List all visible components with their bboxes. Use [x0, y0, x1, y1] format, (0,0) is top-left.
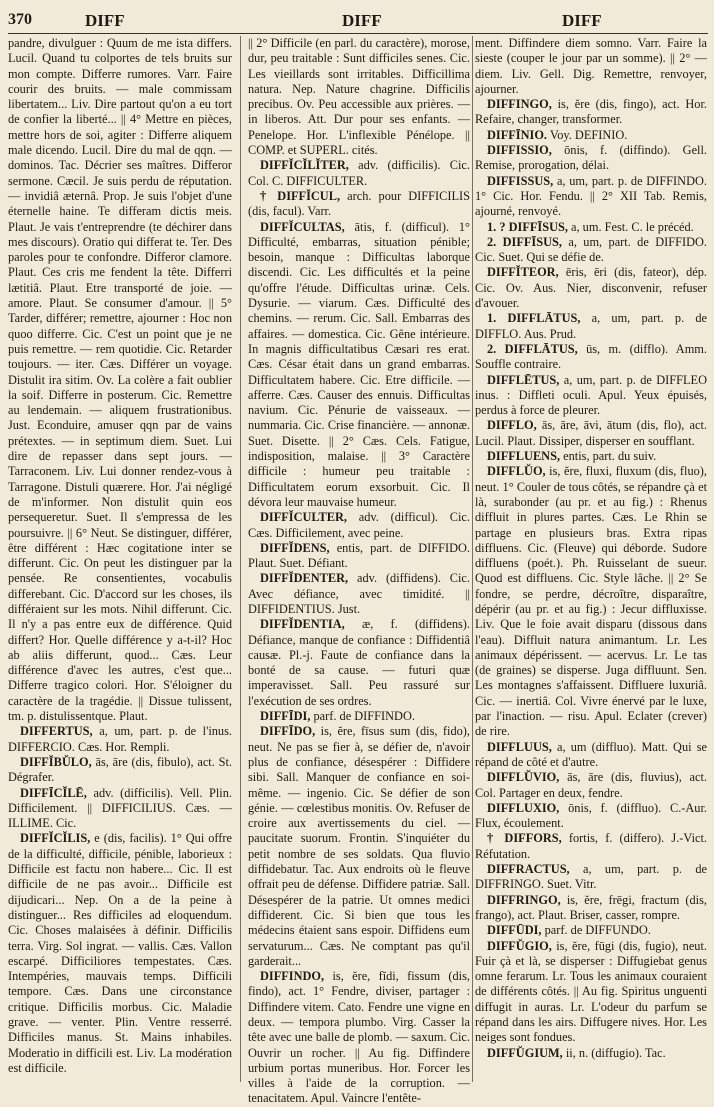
- entry-headword: DIFFLĒTUS,: [487, 372, 560, 387]
- entry-headword: DIFFĬBŬLO,: [20, 754, 92, 769]
- entry-headword: 1. ? DIFFĪSUS,: [487, 219, 568, 234]
- entry-headword: DIFFŬGIUM,: [487, 1045, 563, 1060]
- entry-text: a, um, part. p. de DIFFLO. Aus. Prud.: [475, 311, 707, 341]
- entry-text: a, um (diffluo). Matt. Qui se répand de côté et d'autre.: [475, 739, 707, 769]
- dictionary-entry: [248, 541, 470, 572]
- entry-text: is, ĕre, fĭdi, fissum (dis, findo), act. 1° Fendre, diviser, partager : Diffindere vitem. Cato. Fendre une vigne en deux. — tempora plumbo. Virg. Casser la tête avec une balle de plomb. — saxum. Cic. Ouvrir un rocher. || Au fig. Diffindere urbium portas muneribus. Hor. Forcer les villes à l'aide de la corruption. — tenacitatem. Apul. Vaincre l'entête-: [248, 969, 470, 1106]
- entry-headword: DIFFRINGO,: [487, 892, 561, 907]
- entry-headword: DIFFĬDENTER,: [260, 571, 349, 586]
- entry-text: adv. (difficul). Cic. Cæs. Difficilement, avec peine.: [248, 510, 470, 540]
- dictionary-entry: [475, 373, 707, 419]
- entry-text: ās, āre (dis, fluvius), act. Col. Partager en deux, fendre.: [475, 770, 707, 800]
- dictionary-entry: [475, 418, 707, 449]
- dictionary-entry: [8, 36, 232, 724]
- entry-headword: DIFFĪNIO.: [487, 127, 548, 142]
- dictionary-entry: [248, 158, 470, 189]
- dictionary-entry: [475, 342, 707, 373]
- dictionary-entry: [475, 143, 707, 174]
- dictionary-entry: [475, 235, 707, 266]
- dictionary-entry: [248, 220, 470, 511]
- entry-headword: DIFFĪDI,: [260, 709, 311, 724]
- entry-text: a, um, part. p. de DIFFRINGO. Suet. Vitr.: [475, 862, 707, 892]
- entry-headword: DIFFŬGIO,: [487, 938, 552, 953]
- entry-text: ōnis, f. (diffluo). C.-Aur. Flux, écoulement.: [475, 800, 707, 831]
- entry-text: ātis, f. (difficul). 1° Difficulté, embarras, situation pénible; besoin, manque : Difficultas laborque discendi. Cic. Les difficultés et la peine qu'offre l'étude. Difficultas urinæ. Cels. Dysurie. — viarum. Cæs. Difficulté des chemins. — rerum. Cic. Sall. Embarras des affaires. — domestica. Cic. Gêne intérieure. In magnis difficultatibus Cæsari res erat. Cæs. César était dans un grand embarras. Difficultatem habere. Cic. Etre difficile. — afferre. Cæs. Causer des ennuis. Difficultas navium. Cic. Pénurie de vaisseaux. — nummaria. Cic. Crise financière. — annonæ. Suet. Disette. || 2° Cæs. Cels. Fatigue, indisposition, malaise. || 3° Caractère difficile : humeur peu traitable : Difficultatem eorum exsorbuit. Cic. Il dévora leur mauvaise humeur.: [248, 219, 470, 509]
- entry-text: fortis, f. (differo). J.-Vict. Réfutation.: [475, 831, 707, 861]
- dictionary-entry: [248, 189, 470, 220]
- header-center-word: DIFF: [342, 11, 382, 30]
- entry-text: a, um, part. de DIFFIDO. Cic. Suet. Qui se défie de.: [475, 234, 707, 265]
- dictionary-entry: [475, 464, 707, 739]
- dictionary-entry: [475, 311, 707, 342]
- dictionary-entry: [248, 724, 470, 969]
- entry-text: is, ĕre, fluxi, fluxum (dis, fluo), neut. 1° Couler de tous côtés, se répandre çà et là, surabonder (au pr. et au fig.) : Rhenus diffluit in plures partes. Cæs. Le Rhin se partage en plusieurs bras. Extra ripas diffluens. Cic. (Fleuve) qui déborde. Sudore diffluens (poét.). Ph. Ruisselant de sueur. Quod est diffluens. Cic. Style lâche. || 2° Se fondre, se perdre, décroître, disparaître, dépérir (au pr. et au fig.) : Jecur diffluxisse. Liv. Que le foie avait disparu (dissous dans l'eau). Diffluit natura animantum. Lr. Les animaux dépérissent. — acervus. Lr. Le tas (de graines) se disperse. Juga diffluunt. Sen. Les montagnes s'affaissent. Diffluere luxuriâ. Cic. — inertiâ. Col. Vivre énervé par le luxe, par l'inaction. — risu. Apul. Eclater (crever) de rire.: [475, 464, 707, 739]
- entry-text: is, ĕre, fīsus sum (dis, fido), neut. Ne pas se fier à, se défier de, n'avoir plus de confiance, désespérer : Diffidere sibi. Sall. Manquer de confiance en soi-même. — ingenio. Cic. Se défier de son génie. — cœlestibus monitis. Ov. Refuser de croire aux avertissements du ciel. — paucitate suorum. Frontin. S'inquiéter du petit nombre de ses soldats. Qua fluvio diffidebatur. Tac. Aux endroits où le fleuve offrait peu de défense. Diffidere patriæ. Sall. Désespérer de la patrie. Ut omnes medici diffiderent. Cic. Si bien que tous les médecins étaient sans espoir. Diffidens eum servaturum... Cæs. Ne comptant pas qu'il garderait...: [248, 724, 470, 968]
- entry-headword: 2. DIFFĪSUS,: [487, 234, 562, 249]
- dictionary-entry: [248, 36, 470, 158]
- entry-headword: DIFFLUXIO,: [487, 800, 560, 815]
- entry-text: adv. (difficilis). Vell. Plin. Difficilement. || DIFFICILIUS. Cæs. — ILLIME. Cic.: [8, 785, 232, 831]
- dictionary-entry: [248, 969, 470, 1107]
- entry-text: a, um, part. p. de DIFFINDO. 1° Cic. Hor. Fendu. || 2° XII Tab. Remis, ajourné, renvoyé.: [475, 173, 707, 219]
- entry-headword: DIFFLŬVIO,: [487, 770, 560, 785]
- header-rule: [8, 33, 708, 34]
- entry-text: entis, part. du suiv.: [560, 449, 657, 464]
- entry-headword: DIFFĬTEOR,: [487, 265, 559, 280]
- entry-headword: 2. DIFFLĀTUS,: [487, 341, 578, 356]
- dictionary-entry: [8, 786, 232, 832]
- dictionary-entry: [8, 831, 232, 1076]
- entry-headword: DIFFŪDI,: [487, 923, 542, 938]
- dictionary-entry: [8, 755, 232, 786]
- entry-text: is, ĕre, fūgi (dis, fugio), neut. Fuir çà et là, se disperser : Diffugiebat genus omne ferarum. Lr. Tous les animaux couraient de différents côtés. || Au fig. Spiritus unguenti diffugit in auras. Lr. L'odeur du parfum se répand dans les airs. Diffugere nives. Hor. Les neiges sont fondues.: [475, 938, 707, 1045]
- entry-headword: DIFFĬCULTER,: [260, 510, 347, 525]
- page-number: 370: [8, 11, 32, 28]
- column-divider: [472, 36, 473, 1082]
- entry-headword: DIFFĬCĬLĬTER,: [260, 158, 349, 173]
- entry-text: e (dis, facilis). 1° Qui offre de la difficulté, difficile, pénible, laborieux : Difficile est factu non habere... Cic. Il est difficile de ne pas avoir... Difficile est dijudicari... Nep. On a de la peine à distinguer... Res difficiles ad eloquendum. Cic. Choses malaisées à définir. Difficilis terra. Virg. Sol ingrat. — vallis. Cæs. Vallon escarpé. Difficiliores tempestates. Cæs. Intempéries, mauvais temps. Difficili tempore. Cæs. Dans une circonstance critique. Difficilis morbus. Cic. Maladie grave. — venter. Plin. Ventre resserré. Difficiles manus. St. Mains inhabiles. Moderatio in difficili est. Liv. La modération est difficile.: [8, 831, 232, 1075]
- entry-headword: DIFFĬDENS,: [260, 540, 330, 555]
- entry-text: pandre, divulguer : Quum de me ista differs. Lucil. Quand tu colportes de tels bruits sur mon compte. Differre rumores. Varr. Faire courir des bruits. — male commissam libertatem... Liv. Dire partout qu'on a eu tort de confier la liberté... || 4° Mettre en pièces, mettre hors de soi, agiter : Differre aliquem male dicendo. Lucil. Dire du mal de qqn. — dominos. Tac. Décrier ses maîtres. Differor sermone. Cæcil. Je suis perdu de réputation. — invidiâ æternâ. Prop. Je suis l'objet d'une éternelle haine. Te differam dictis meis. Plaut. Je vais t'entreprendre (te déchirer dans mes discours). Oratio qui differat te. Ter. Des paroles pour te confondre. Differor clamore. Plaut. Ces cris me fendent la tête. Differri lætitiâ. Plaut. Etre transporté de joie. — amore. Plaut. Se consumer d'amour. || 5° Tarder, différer; remettre, ajourner : Hoc non quoo differre. Cic. C'est un point que je ne puis remettre. — rem quotidie. Cic. Retarder toujours. — iter. Cæs. Différer un voyage. Distulit ira sitim. Ov. La colère a fait oublier la soif. Differre in posterum. Cic. Remettre au lendemain. — aliquem frustrationibus. Just. Econduire, amuser qqn par de vains prétextes. — in septimum diem. Suet. Lui dire de repasser dans sept jours. — Tarraconem. Liv. Lui donner rendez-vous à Tarragone. Distuli quærere. Hor. J'ai négligé de m'informer. Non distulit quin eos persequeretur. Suet. Il s'empressa de les poursuivre. || 6° Neut. Se distinguer, différer, être différent : Hæc cogitatione inter se differunt. Cic. On peut les distinguer par la pensée. Re consentientes, vocabulis differebant. Cic. D'accord sur les choses, ils différaient sur les mots. Nihil differunt. Cic. Il n'y a pas entre eux de différence. Quid differt? Hor. Quelle différence y a-t-il? Hoc ab aliis differunt, quod... Cæs. Leur différence d'avec les autres, c'est que... Differre tragico colori. Hor. S'éloigner du caractère de la tragédie. || Dissue tulissent, tm. p. distulissentque. Plaut.: [8, 36, 232, 724]
- column-3: [475, 36, 707, 1084]
- dictionary-entry: [248, 571, 470, 617]
- column-divider: [240, 36, 241, 1082]
- entry-headword: DIFFISSIO,: [487, 143, 552, 158]
- dictionary-entry: [475, 128, 707, 143]
- entry-headword: DIFFLUUS,: [487, 739, 552, 754]
- header-left-word: DIFF: [85, 11, 125, 30]
- entry-headword: DIFFRACTUS,: [487, 862, 570, 877]
- entry-text: arch. pour DIFFICILIS (dis, facul). Varr.: [248, 188, 470, 219]
- dictionary-entry: [475, 801, 707, 832]
- entry-text: is, ĕre, frēgi, fractum (dis, frango), act. Plaut. Briser, casser, rompre.: [475, 892, 707, 922]
- dictionary-entry: [475, 265, 707, 311]
- entry-headword: DIFFLO,: [487, 418, 537, 433]
- dictionary-entry: [475, 893, 707, 924]
- dictionary-entry: [248, 709, 470, 724]
- dictionary-entry: [475, 449, 707, 464]
- entry-headword: DIFFISSUS,: [487, 173, 554, 188]
- entry-headword: DIFFĪDO,: [260, 724, 316, 739]
- entry-headword: † DIFFĬCUL,: [260, 188, 341, 203]
- entry-text: ii, n. (diffugio). Tac.: [562, 1045, 666, 1060]
- entry-text: a, um. Fest. C. le précéd.: [567, 219, 694, 234]
- entry-headword: DIFFLŬO,: [487, 464, 546, 479]
- entry-text: parf. de DIFFINDO.: [310, 709, 415, 724]
- entry-headword: 1. DIFFLĀTUS,: [487, 311, 581, 326]
- entry-headword: DIFFINDO,: [260, 969, 325, 984]
- dictionary-entry: [8, 724, 232, 755]
- entry-text: || 2° Difficile (en parl. du caractère), morose, dur, peu traitable : Sunt difficiles senes. Cic. Les vieillards sont irritables. Difficillima natura. Nep. Nature chagrine. Difficilis precibus. Ov. Peu accessible aux prières. — in liberos. Att. Dur pour ses enfants. — Penelope. Hor. L'inflexible Pénélope. || COMP. et SUPERL. cités.: [248, 36, 470, 158]
- dictionary-entry: [475, 939, 707, 1046]
- entry-headword: DIFFĬDENTIA,: [260, 617, 345, 632]
- entry-text: adv. (difficilis). Cic. Col. C. DIFFICULTER.: [248, 158, 470, 188]
- dictionary-entry: [475, 97, 707, 128]
- column-1: [8, 36, 232, 1084]
- entry-text: a, um, part. p. de DIFFLEO inus. : Diffleti oculi. Apul. Yeux épuisés, perdus à force de pleurer.: [475, 372, 707, 418]
- dictionary-entry: [248, 510, 470, 541]
- dictionary-entry: [475, 862, 707, 893]
- entry-headword: DIFFLUENS,: [487, 449, 561, 464]
- dictionary-entry: [475, 174, 707, 220]
- dictionary-entry: [248, 617, 470, 709]
- entry-headword: DIFFĬCĬLIS,: [20, 831, 91, 846]
- column-2: [248, 36, 470, 1106]
- entry-text: ōnis, f. (diffindo). Gell. Remise, prorogation, délai.: [475, 143, 707, 173]
- dictionary-entry: [475, 740, 707, 771]
- entry-text: a, um, part. p. de l'inus. DIFFERCIO. Cæs. Hor. Rempli.: [8, 724, 232, 754]
- entry-headword: DIFFERTUS,: [20, 724, 93, 739]
- entry-text: entis, part. de DIFFIDO. Plaut. Suet. Défiant.: [248, 540, 470, 571]
- dictionary-entry: [475, 770, 707, 801]
- entry-text: adv. (diffidens). Cic. Avec défiance, avec timidité. || DIFFIDENTIUS. Just.: [248, 571, 470, 616]
- entry-headword: DIFFINGO,: [487, 97, 552, 112]
- header-right-word: DIFF: [562, 11, 602, 30]
- entry-text: ūs, m. (difflo). Amm. Souffle contraire.: [475, 341, 707, 372]
- entry-text: æ, f. (diffidens). Défiance, manque de confiance : Diffidentiâ causæ. Pl.-j. Faute de confiance dans la bonté de sa cause. — futuri quæ imperavisset. Sall. Peu rassuré sur l'exécution de ses ordres.: [248, 617, 470, 708]
- dictionary-entry: [475, 923, 707, 938]
- running-header: [0, 11, 714, 35]
- entry-text: Voy. DEFINIO.: [547, 127, 628, 142]
- entry-text: parf. de DIFFUNDO.: [541, 923, 651, 938]
- dictionary-entry: [475, 220, 707, 235]
- entry-text: ment. Diffindere diem somno. Varr. Faire la sieste (couper le jour par un somme). || 2° — diem. Liv. Gell. Dig. Remettre, renvoyer, ajourner.: [475, 36, 707, 96]
- entry-text: ēris, ēri (dis, fateor), dép. Cic. Ov. Aus. Nier, disconvenir, refuser d'avouer.: [475, 265, 707, 311]
- entry-text: is, ĕre (dis, fingo), act. Hor. Refaire, changer, transformer.: [475, 97, 707, 127]
- dictionary-entry: [475, 1046, 707, 1061]
- dictionary-entry: [475, 36, 707, 97]
- entry-headword: DIFFĪCĬLĒ,: [20, 785, 87, 800]
- entry-headword: † DIFFORS,: [487, 831, 562, 846]
- entry-text: ās, āre (dis, fibulo), act. St. Dégrafer.: [8, 754, 232, 785]
- dictionary-entry: [475, 831, 707, 862]
- entry-headword: DIFFĬCULTAS,: [260, 219, 345, 234]
- entry-text: ās, āre, āvi, ātum (dis, flo), act. Lucil. Plaut. Dissiper, disperser en soufflant.: [475, 418, 707, 448]
